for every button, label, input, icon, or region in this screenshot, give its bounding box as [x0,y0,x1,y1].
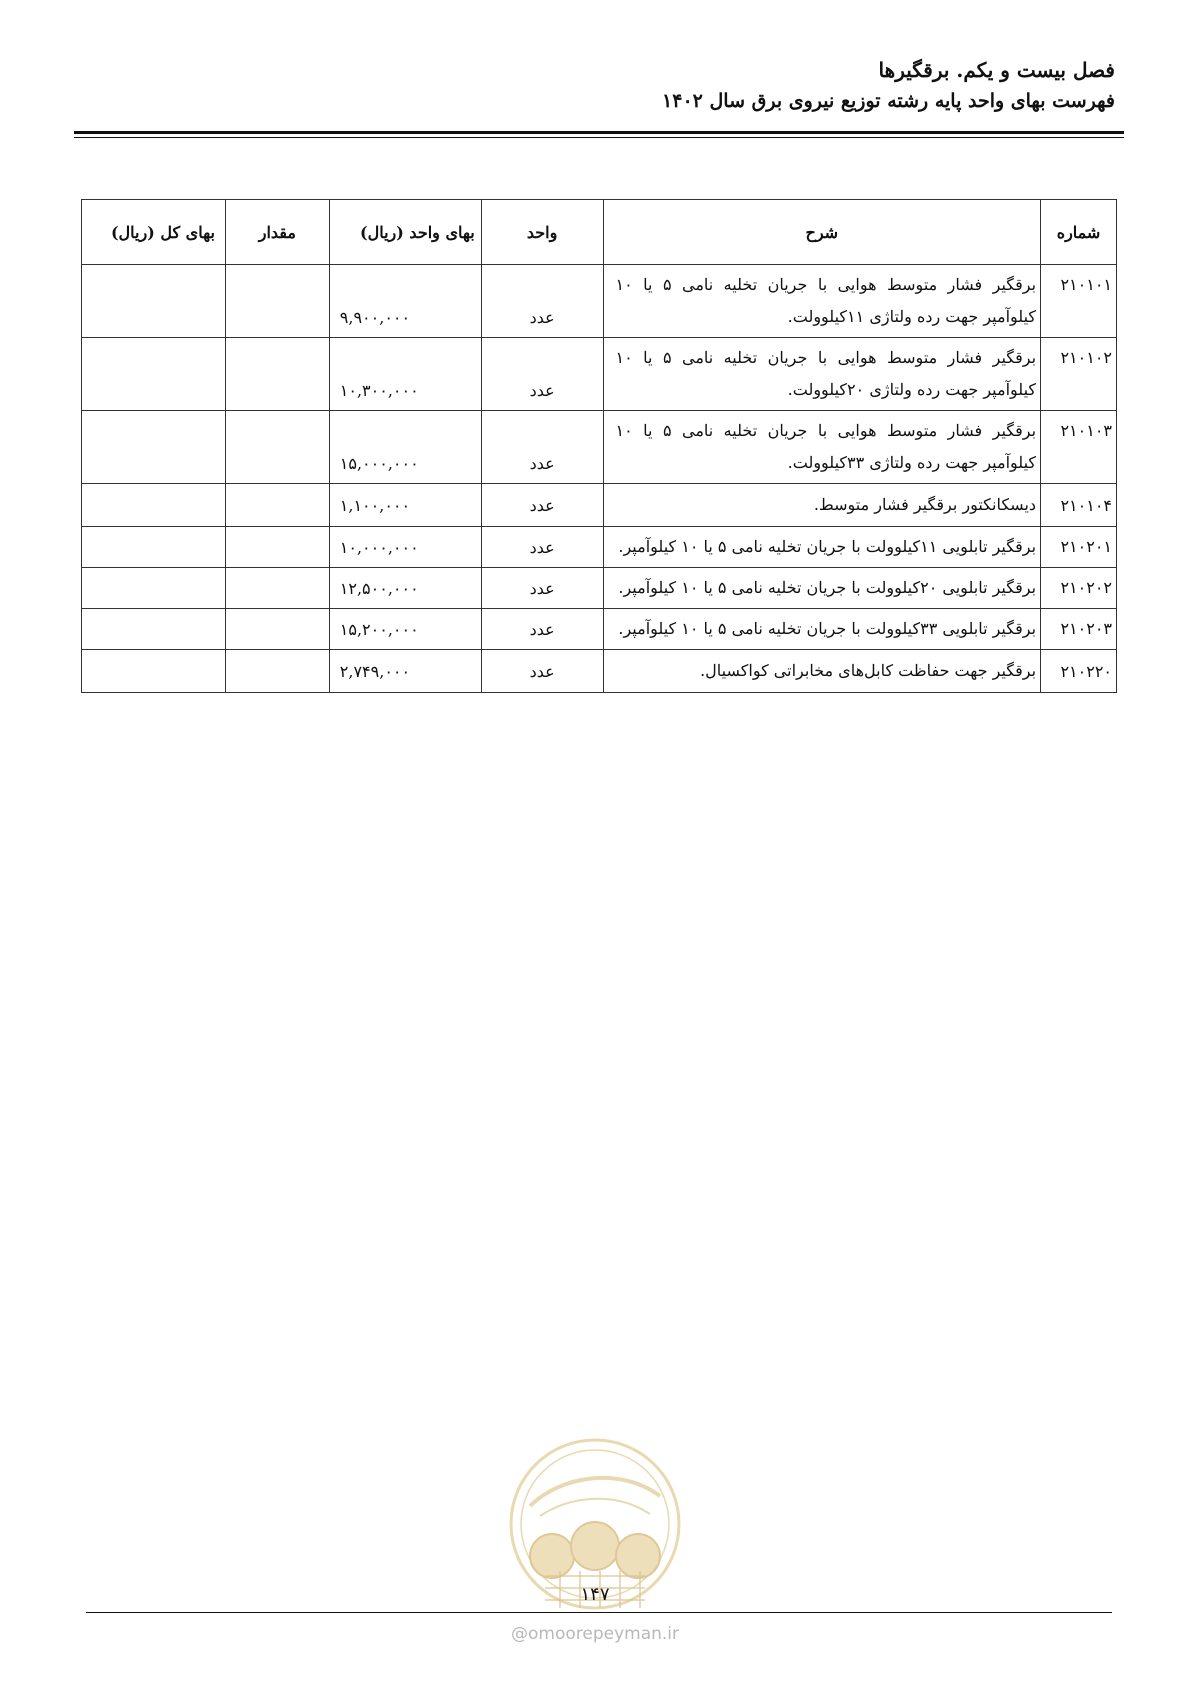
row-total [82,609,226,650]
table-header-row [82,200,1117,265]
row-unit: عدد [481,484,603,527]
page-number: ۱۴۷ [580,1584,610,1605]
row-total [82,484,226,527]
row-total [82,527,226,568]
column-header-unit: واحد [481,200,603,265]
row-code: ۲۱۰۱۰۲ [1041,338,1117,411]
column-header-total: بهای کل (ریال) [82,200,226,265]
column-header-unit-price: بهای واحد (ریال) [329,200,481,265]
row-description: برقگیر فشار متوسط هوایی با جریان تخلیه نامی ۵ یا ۱۰ کیلوآمپر جهت رده ولتاژی ۱۱کیلوولت. [603,265,1040,338]
row-description: برقگیر تابلویی ۱۱کیلوولت با جریان تخلیه نامی ۵ یا ۱۰ کیلوآمپر. [603,527,1040,568]
row-description: برقگیر تابلویی ۳۳کیلوولت با جریان تخلیه نامی ۵ یا ۱۰ کیلوآمپر. [603,609,1040,650]
row-quantity [225,484,329,527]
row-quantity [225,609,329,650]
row-total [82,265,226,338]
row-unit-price: ۱۵,۰۰۰,۰۰۰ [329,411,481,484]
footer-rule [86,1612,1112,1613]
watermark-url: @omoorepeyman.ir [510,1624,680,1644]
table-row [82,609,1117,650]
row-description: برقگیر تابلویی ۲۰کیلوولت با جریان تخلیه نامی ۵ یا ۱۰ کیلوآمپر. [603,568,1040,609]
row-code: ۲۱۰۲۰۳ [1041,609,1117,650]
row-code: ۲۱۰۲۰۱ [1041,527,1117,568]
row-code: ۲۱۰۱۰۱ [1041,265,1117,338]
row-code: ۲۱۰۲۲۰ [1041,650,1117,693]
document-subtitle: فهرست بهای واحد پایه رشته توزیع نیروی برق سال ۱۴۰۲ [662,90,1115,112]
table-row [82,527,1117,568]
row-total [82,650,226,693]
table-row [82,411,1117,484]
table-row [82,650,1117,693]
row-quantity [225,338,329,411]
price-list-table [81,199,1117,693]
row-total [82,338,226,411]
row-unit: عدد [481,338,603,411]
row-unit-price: ۱,۱۰۰,۰۰۰ [329,484,481,527]
row-unit-price: ۱۵,۲۰۰,۰۰۰ [329,609,481,650]
row-code: ۲۱۰۱۰۴ [1041,484,1117,527]
table-row [82,338,1117,411]
row-description: برقگیر فشار متوسط هوایی با جریان تخلیه نامی ۵ یا ۱۰ کیلوآمپر جهت رده ولتاژی ۲۰کیلوولت. [603,338,1040,411]
table-row [82,484,1117,527]
row-description: برقگیر جهت حفاظت کابل‌های مخابراتی کواکسیال. [603,650,1040,693]
row-unit-price: ۲,۷۴۹,۰۰۰ [329,650,481,693]
row-quantity [225,411,329,484]
row-description: برقگیر فشار متوسط هوایی با جریان تخلیه نامی ۵ یا ۱۰ کیلوآمپر جهت رده ولتاژی ۳۳کیلوولت. [603,411,1040,484]
column-header-code: شماره [1041,200,1117,265]
row-unit-price: ۱۲,۵۰۰,۰۰۰ [329,568,481,609]
column-header-quantity: مقدار [225,200,329,265]
page-header [662,58,1115,112]
row-quantity [225,527,329,568]
row-code: ۲۱۰۲۰۲ [1041,568,1117,609]
row-unit: عدد [481,411,603,484]
row-description: دیسکانکتور برقگیر فشار متوسط. [603,484,1040,527]
row-unit: عدد [481,568,603,609]
row-unit-price: ۱۰,۳۰۰,۰۰۰ [329,338,481,411]
row-unit-price: ۹,۹۰۰,۰۰۰ [329,265,481,338]
row-code: ۲۱۰۱۰۳ [1041,411,1117,484]
row-quantity [225,568,329,609]
row-quantity [225,650,329,693]
row-total [82,568,226,609]
header-rule-thin [74,137,1124,138]
row-quantity [225,265,329,338]
column-header-description: شرح [603,200,1040,265]
row-unit: عدد [481,265,603,338]
row-total [82,411,226,484]
table-row [82,265,1117,338]
row-unit: عدد [481,650,603,693]
row-unit-price: ۱۰,۰۰۰,۰۰۰ [329,527,481,568]
row-unit: عدد [481,609,603,650]
row-unit: عدد [481,527,603,568]
header-rule-thick [74,131,1124,134]
table-row [82,568,1117,609]
chapter-title: فصل بیست و یکم. برقگیرها [878,58,1115,82]
